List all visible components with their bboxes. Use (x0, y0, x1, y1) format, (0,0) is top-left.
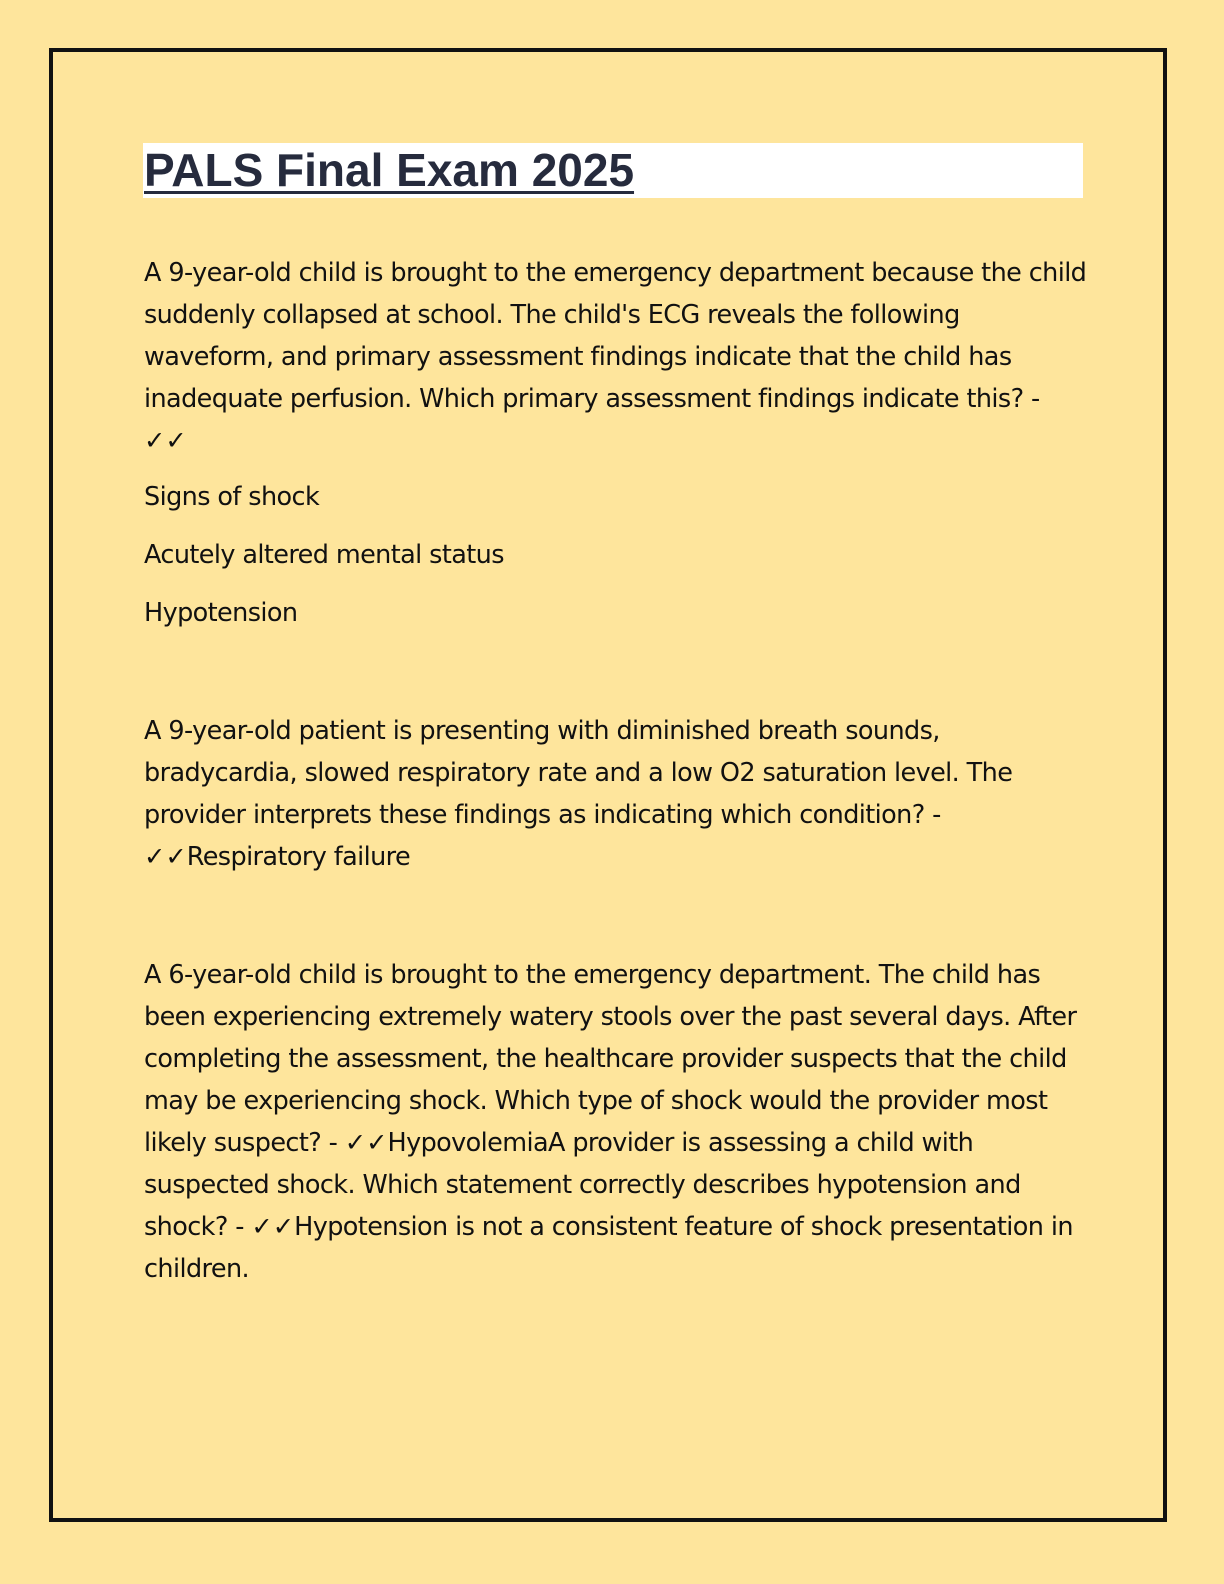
question-3-text: A 6-year-old child is brought to the emergency department. The child has been experiencing extremely watery stools over the past several days. After completing the assessment, the healthcare provider suspects that the child may be experiencing shock. Which type of shock would the provider most likely suspect? - (144, 960, 1077, 1158)
check-icon: ✓✓ (144, 426, 187, 456)
question-1-answer-1: Signs of shock (144, 482, 320, 512)
question-2-text: A 9-year-old patient is presenting with diminished breath sounds, bradycardia, slowed respiratory rate and a low O2 saturation level. The provider interprets these findings as indicating which condition? - (144, 716, 1013, 830)
document-body (144, 252, 1089, 1290)
question-3 (144, 954, 1089, 1290)
check-icon: ✓✓ (144, 842, 187, 872)
question-4-answer: Hypotension is not a consistent feature of shock presentation in children. (144, 1212, 1073, 1284)
question-1-text: A 9-year-old child is brought to the emergency department because the child suddenly collapsed at school. The child's ECG reveals the following waveform, and primary assessment findings indicate that the child has inadequate perfusion. Which primary assessment findings indicate this? - (144, 258, 1087, 414)
question-2-answer: Respiratory failure (186, 842, 411, 872)
question-2 (144, 710, 1089, 878)
question-1 (144, 252, 1089, 462)
question-3-answer: HypovolemiaA provider is assessing a child with suspected shock. Which statement correctly describes hypotension and shock? - (144, 1128, 1021, 1242)
check-icon: ✓✓ (251, 1212, 295, 1242)
page-title: PALS Final Exam 2025 (144, 144, 635, 196)
question-1-answer-2: Acutely altered mental status (144, 540, 504, 570)
check-icon: ✓✓ (344, 1128, 388, 1158)
question-1-answer-3: Hypotension (144, 598, 298, 628)
